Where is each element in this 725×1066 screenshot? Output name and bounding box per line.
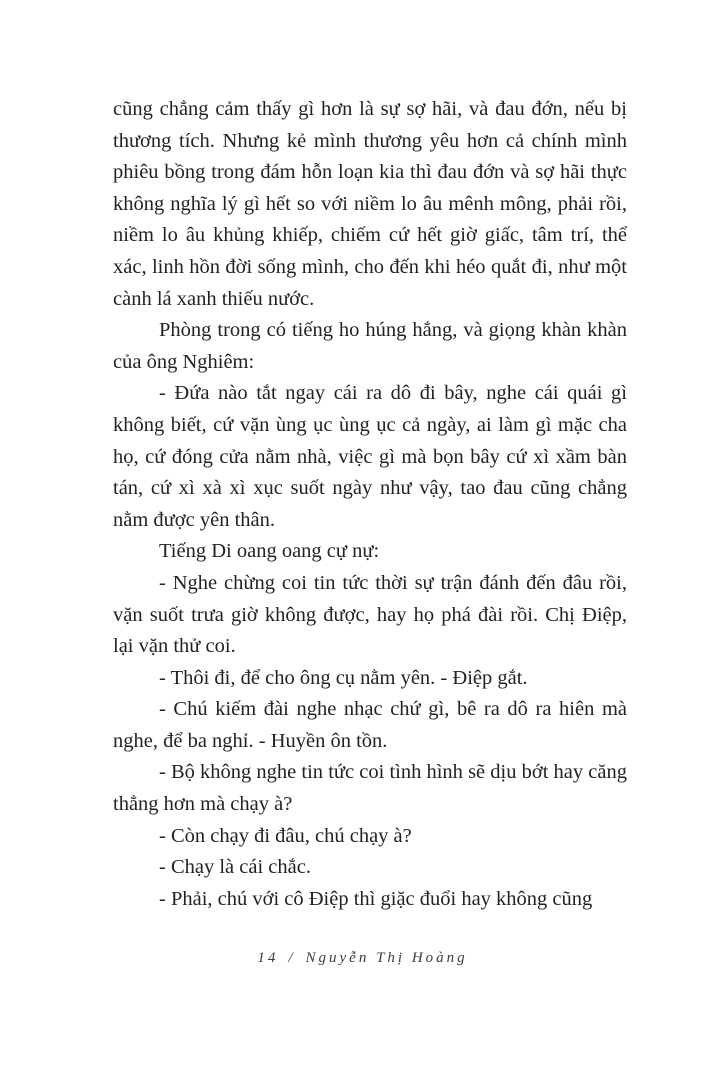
- paragraph: Phòng trong có tiếng ho húng hắng, và giọng khàn khàn của ông Nghiêm:: [113, 319, 627, 373]
- page-number: 14: [257, 950, 279, 966]
- paragraph: cũng chẳng cảm thấy gì hơn là sự sợ hãi, và đau đớn, nếu bị thương tích. Nhưng kẻ mình thương yêu hơn cả chính mình phiêu bồng trong đám hỗn loạn kia thì đau đớn và sợ hãi thực không nghĩa lý gì hết so với niềm lo âu mênh mông, phải rồi, niềm lo âu khủng khiếp, chiếm cứ hết giờ giấc, tâm trí, thể xác, linh hồn đời sống mình, cho đến khi héo quắt đi, như một cành lá xanh thiếu nước.: [113, 98, 627, 310]
- paragraph: - Chú kiếm đài nghe nhạc chứ gì, bê ra dô ra hiên mà nghe, để ba nghỉ. - Huyền ôn tồn.: [113, 698, 627, 752]
- paragraph: - Chạy là cái chắc.: [159, 856, 311, 879]
- page-footer: [0, 950, 725, 967]
- paragraph: - Đứa nào tắt ngay cái ra dô đi bây, nghe cái quái gì không biết, cứ vặn ùng ục ùng ục cả ngày, ai làm gì mặc cha họ, cứ đóng cửa nằm nhà, việc gì mà bọn bây cứ xì xầm bàn tán, cứ xì xà xì xục suốt ngày như vậy, tao đau cũng chẳng nằm được yên thân.: [113, 382, 627, 531]
- body-text: [113, 94, 627, 915]
- paragraph: - Nghe chừng coi tin tức thời sự trận đánh đến đâu rồi, vặn suốt trưa giờ không được, hay họ phá đài rồi. Chị Điệp, lại vặn thử coi.: [113, 571, 627, 658]
- paragraph: - Thôi đi, để cho ông cụ nằm yên. - Điệp gắt.: [159, 666, 528, 689]
- paragraph: - Phải, chú với cô Điệp thì giặc đuổi hay không cũng: [159, 887, 593, 910]
- footer-separator: /: [288, 950, 296, 966]
- author-name: Nguyễn Thị Hoàng: [305, 950, 468, 966]
- paragraph: Tiếng Di oang oang cự nự:: [159, 540, 380, 563]
- paragraph: - Bộ không nghe tin tức coi tình hình sẽ dịu bớt hay căng thẳng hơn mà chạy à?: [113, 761, 627, 816]
- paragraph: - Còn chạy đi đâu, chú chạy à?: [159, 824, 412, 847]
